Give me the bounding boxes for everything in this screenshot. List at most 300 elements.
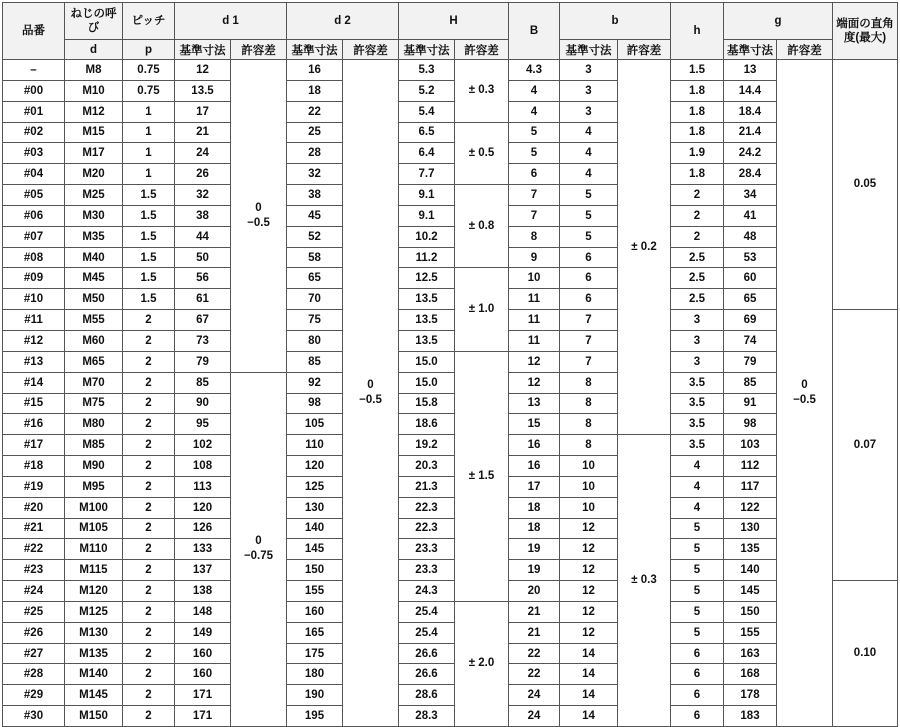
cell-g: 41 xyxy=(724,205,777,226)
cell-b: 10 xyxy=(560,497,618,518)
header-thread-name-sub: d xyxy=(65,40,123,60)
cell-H: 15.0 xyxy=(399,351,455,372)
cell-part-no: #00 xyxy=(3,80,65,101)
cell-pitch: 2 xyxy=(123,351,175,372)
cell-B: 8 xyxy=(509,226,560,247)
cell-B: 4.3 xyxy=(509,60,560,81)
cell-H: 5.2 xyxy=(399,80,455,101)
cell-thread-name: M75 xyxy=(65,393,123,414)
cell-H: 6.4 xyxy=(399,143,455,164)
cell-part-no: #09 xyxy=(3,268,65,289)
cell-B: 11 xyxy=(509,330,560,351)
cell-h: 5 xyxy=(671,560,724,581)
header-pitch-sub: p xyxy=(123,40,175,60)
cell-squareness-tolerance: 0.10 xyxy=(833,581,898,727)
header-H-basic: 基準寸法 xyxy=(399,40,455,60)
cell-g: 65 xyxy=(724,289,777,310)
cell-thread-name: M85 xyxy=(65,435,123,456)
cell-b: 10 xyxy=(560,476,618,497)
table-row xyxy=(3,643,898,664)
cell-B: 10 xyxy=(509,268,560,289)
cell-part-no: #13 xyxy=(3,351,65,372)
cell-g: 168 xyxy=(724,664,777,685)
cell-pitch: 2 xyxy=(123,601,175,622)
cell-h: 1.5 xyxy=(671,60,724,81)
cell-B: 19 xyxy=(509,539,560,560)
cell-h: 1.8 xyxy=(671,122,724,143)
cell-g: 155 xyxy=(724,622,777,643)
cell-part-no: #08 xyxy=(3,247,65,268)
cell-H: 22.3 xyxy=(399,518,455,539)
cell-pitch: 2 xyxy=(123,581,175,602)
cell-thread-name: M115 xyxy=(65,560,123,581)
header-H-tolerance: 許容差 xyxy=(455,40,509,60)
cell-H: 11.2 xyxy=(399,247,455,268)
cell-b: 6 xyxy=(560,247,618,268)
cell-d1: 73 xyxy=(175,330,231,351)
cell-pitch: 2 xyxy=(123,393,175,414)
header-g-basic: 基準寸法 xyxy=(724,40,777,60)
cell-g: 53 xyxy=(724,247,777,268)
cell-thread-name: M12 xyxy=(65,101,123,122)
table-row xyxy=(3,518,898,539)
cell-g: 74 xyxy=(724,330,777,351)
cell-d1: 113 xyxy=(175,476,231,497)
cell-d1: 133 xyxy=(175,539,231,560)
cell-thread-name: M20 xyxy=(65,164,123,185)
cell-b: 5 xyxy=(560,205,618,226)
cell-part-no: #07 xyxy=(3,226,65,247)
cell-part-no: #05 xyxy=(3,185,65,206)
table-row xyxy=(3,268,898,289)
cell-g: 60 xyxy=(724,268,777,289)
table-row xyxy=(3,372,898,393)
cell-pitch: 1.5 xyxy=(123,247,175,268)
table-row xyxy=(3,622,898,643)
cell-g: 98 xyxy=(724,414,777,435)
cell-d1-tolerance: 0 −0.5 xyxy=(231,60,287,373)
cell-d1: 160 xyxy=(175,643,231,664)
cell-H: 19.2 xyxy=(399,435,455,456)
cell-d1: 90 xyxy=(175,393,231,414)
cell-pitch: 0.75 xyxy=(123,60,175,81)
table-row xyxy=(3,226,898,247)
cell-thread-name: M35 xyxy=(65,226,123,247)
cell-g: 145 xyxy=(724,581,777,602)
cell-b: 3 xyxy=(560,60,618,81)
cell-h: 1.9 xyxy=(671,143,724,164)
cell-b: 14 xyxy=(560,685,618,706)
cell-g: 140 xyxy=(724,560,777,581)
cell-H: 22.3 xyxy=(399,497,455,518)
cell-d2: 28 xyxy=(287,143,343,164)
cell-thread-name: M30 xyxy=(65,205,123,226)
cell-d2: 160 xyxy=(287,601,343,622)
cell-pitch: 2 xyxy=(123,706,175,727)
cell-part-no: #06 xyxy=(3,205,65,226)
cell-d2: 98 xyxy=(287,393,343,414)
table-row xyxy=(3,497,898,518)
cell-d1: 108 xyxy=(175,456,231,477)
cell-d1: 149 xyxy=(175,622,231,643)
cell-d1: 32 xyxy=(175,185,231,206)
header-h: h xyxy=(671,3,724,60)
cell-d2: 45 xyxy=(287,205,343,226)
cell-d2: 195 xyxy=(287,706,343,727)
cell-thread-name: M125 xyxy=(65,601,123,622)
cell-d2: 80 xyxy=(287,330,343,351)
table-row xyxy=(3,122,898,143)
cell-pitch: 1 xyxy=(123,164,175,185)
cell-b-tolerance: ± 0.3 xyxy=(618,435,671,727)
cell-H: 23.3 xyxy=(399,539,455,560)
cell-part-no: #10 xyxy=(3,289,65,310)
cell-thread-name: M40 xyxy=(65,247,123,268)
table-row xyxy=(3,289,898,310)
cell-g-tolerance: 0 −0.5 xyxy=(777,60,833,727)
cell-b: 8 xyxy=(560,393,618,414)
cell-g: 28.4 xyxy=(724,164,777,185)
cell-d2: 145 xyxy=(287,539,343,560)
cell-H: 7.7 xyxy=(399,164,455,185)
table-row xyxy=(3,414,898,435)
cell-b: 14 xyxy=(560,706,618,727)
cell-part-no: #25 xyxy=(3,601,65,622)
header-d2: d 2 xyxy=(287,3,399,40)
cell-thread-name: M17 xyxy=(65,143,123,164)
cell-thread-name: M15 xyxy=(65,122,123,143)
cell-pitch: 0.75 xyxy=(123,80,175,101)
cell-b: 12 xyxy=(560,581,618,602)
cell-part-no: #12 xyxy=(3,330,65,351)
cell-d1: 38 xyxy=(175,205,231,226)
cell-b-tolerance: ± 0.2 xyxy=(618,60,671,435)
cell-d2: 65 xyxy=(287,268,343,289)
table-row xyxy=(3,101,898,122)
cell-b: 5 xyxy=(560,185,618,206)
cell-B: 17 xyxy=(509,476,560,497)
cell-d2: 70 xyxy=(287,289,343,310)
table-row xyxy=(3,456,898,477)
cell-b: 12 xyxy=(560,560,618,581)
cell-d2: 105 xyxy=(287,414,343,435)
header-d1-tolerance: 許容差 xyxy=(231,40,287,60)
cell-h: 6 xyxy=(671,643,724,664)
cell-h: 3 xyxy=(671,351,724,372)
cell-B: 4 xyxy=(509,101,560,122)
cell-h: 5 xyxy=(671,622,724,643)
cell-H: 28.3 xyxy=(399,706,455,727)
table-row xyxy=(3,143,898,164)
cell-H: 25.4 xyxy=(399,601,455,622)
header-b: b xyxy=(560,3,671,40)
cell-H: 13.5 xyxy=(399,310,455,331)
cell-H: 9.1 xyxy=(399,185,455,206)
cell-h: 1.8 xyxy=(671,101,724,122)
cell-b: 8 xyxy=(560,414,618,435)
cell-d2: 38 xyxy=(287,185,343,206)
cell-thread-name: M70 xyxy=(65,372,123,393)
cell-H: 6.5 xyxy=(399,122,455,143)
table-row xyxy=(3,351,898,372)
cell-pitch: 2 xyxy=(123,539,175,560)
cell-pitch: 2 xyxy=(123,476,175,497)
cell-pitch: 2 xyxy=(123,435,175,456)
cell-part-no: #23 xyxy=(3,560,65,581)
cell-d2: 16 xyxy=(287,60,343,81)
cell-thread-name: M25 xyxy=(65,185,123,206)
table-row xyxy=(3,164,898,185)
cell-H: 26.6 xyxy=(399,664,455,685)
cell-B: 16 xyxy=(509,435,560,456)
cell-b: 4 xyxy=(560,143,618,164)
cell-pitch: 2 xyxy=(123,518,175,539)
cell-H: 21.3 xyxy=(399,476,455,497)
cell-B: 7 xyxy=(509,185,560,206)
cell-d1: 56 xyxy=(175,268,231,289)
cell-b: 8 xyxy=(560,435,618,456)
cell-h: 3.5 xyxy=(671,393,724,414)
cell-squareness-tolerance: 0.05 xyxy=(833,60,898,310)
header-pitch: ピッチ xyxy=(123,3,175,40)
cell-part-no: #18 xyxy=(3,456,65,477)
cell-g: 150 xyxy=(724,601,777,622)
cell-pitch: 2 xyxy=(123,414,175,435)
cell-b: 10 xyxy=(560,456,618,477)
header-d1-basic: 基準寸法 xyxy=(175,40,231,60)
cell-d1: 79 xyxy=(175,351,231,372)
table-row xyxy=(3,330,898,351)
cell-H: 5.4 xyxy=(399,101,455,122)
cell-b: 14 xyxy=(560,643,618,664)
header-b-basic: 基準寸法 xyxy=(560,40,618,60)
cell-g: 183 xyxy=(724,706,777,727)
table-row xyxy=(3,435,898,456)
cell-pitch: 1.5 xyxy=(123,205,175,226)
cell-pitch: 2 xyxy=(123,685,175,706)
cell-b: 8 xyxy=(560,372,618,393)
cell-h: 5 xyxy=(671,539,724,560)
cell-h: 2.5 xyxy=(671,289,724,310)
cell-thread-name: M95 xyxy=(65,476,123,497)
cell-H: 23.3 xyxy=(399,560,455,581)
cell-part-no: #16 xyxy=(3,414,65,435)
cell-d1-tolerance: 0 −0.75 xyxy=(231,372,287,726)
cell-H-tolerance: ± 0.8 xyxy=(455,185,509,268)
cell-pitch: 2 xyxy=(123,330,175,351)
cell-H: 26.6 xyxy=(399,643,455,664)
cell-thread-name: M80 xyxy=(65,414,123,435)
cell-part-no: #01 xyxy=(3,101,65,122)
cell-d1: 13.5 xyxy=(175,80,231,101)
cell-d2: 32 xyxy=(287,164,343,185)
cell-h: 2.5 xyxy=(671,247,724,268)
cell-b: 3 xyxy=(560,101,618,122)
cell-h: 2 xyxy=(671,205,724,226)
cell-d1: 85 xyxy=(175,372,231,393)
cell-B: 11 xyxy=(509,289,560,310)
cell-b: 7 xyxy=(560,351,618,372)
table-row xyxy=(3,247,898,268)
cell-B: 13 xyxy=(509,393,560,414)
header-d1: d 1 xyxy=(175,3,287,40)
cell-part-no: #11 xyxy=(3,310,65,331)
cell-h: 1.8 xyxy=(671,164,724,185)
cell-g: 13 xyxy=(724,60,777,81)
cell-d1: 120 xyxy=(175,497,231,518)
cell-H: 9.1 xyxy=(399,205,455,226)
cell-g: 34 xyxy=(724,185,777,206)
cell-B: 11 xyxy=(509,310,560,331)
cell-pitch: 2 xyxy=(123,643,175,664)
cell-thread-name: M140 xyxy=(65,664,123,685)
cell-part-no: #19 xyxy=(3,476,65,497)
cell-d1: 171 xyxy=(175,685,231,706)
cell-d1: 171 xyxy=(175,706,231,727)
cell-thread-name: M145 xyxy=(65,685,123,706)
cell-H: 12.5 xyxy=(399,268,455,289)
cell-d1: 12 xyxy=(175,60,231,81)
cell-g: 85 xyxy=(724,372,777,393)
cell-pitch: 2 xyxy=(123,372,175,393)
cell-d1: 148 xyxy=(175,601,231,622)
cell-d2: 125 xyxy=(287,476,343,497)
table-row xyxy=(3,310,898,331)
cell-d1: 137 xyxy=(175,560,231,581)
cell-part-no: #04 xyxy=(3,164,65,185)
cell-pitch: 1.5 xyxy=(123,268,175,289)
cell-d2: 22 xyxy=(287,101,343,122)
cell-B: 5 xyxy=(509,143,560,164)
cell-b: 4 xyxy=(560,122,618,143)
table-row xyxy=(3,601,898,622)
cell-pitch: 1 xyxy=(123,143,175,164)
table-row xyxy=(3,560,898,581)
cell-h: 3.5 xyxy=(671,435,724,456)
cell-g: 178 xyxy=(724,685,777,706)
header-d2-tolerance: 許容差 xyxy=(343,40,399,60)
cell-H: 13.5 xyxy=(399,289,455,310)
table-body xyxy=(3,60,898,727)
cell-h: 2 xyxy=(671,185,724,206)
cell-H-tolerance: ± 2.0 xyxy=(455,601,509,726)
cell-B: 19 xyxy=(509,560,560,581)
cell-h: 4 xyxy=(671,497,724,518)
cell-thread-name: M150 xyxy=(65,706,123,727)
cell-g: 79 xyxy=(724,351,777,372)
cell-d2: 190 xyxy=(287,685,343,706)
cell-thread-name: M55 xyxy=(65,310,123,331)
cell-pitch: 2 xyxy=(123,622,175,643)
cell-h: 2 xyxy=(671,226,724,247)
cell-B: 16 xyxy=(509,456,560,477)
cell-B: 12 xyxy=(509,351,560,372)
cell-d2: 25 xyxy=(287,122,343,143)
cell-d2: 130 xyxy=(287,497,343,518)
cell-b: 12 xyxy=(560,539,618,560)
cell-d2: 165 xyxy=(287,622,343,643)
cell-b: 12 xyxy=(560,601,618,622)
cell-pitch: 2 xyxy=(123,664,175,685)
header-H: H xyxy=(399,3,509,40)
cell-H: 28.6 xyxy=(399,685,455,706)
cell-d1: 67 xyxy=(175,310,231,331)
cell-b: 4 xyxy=(560,164,618,185)
header-B: B xyxy=(509,3,560,60)
cell-pitch: 1.5 xyxy=(123,226,175,247)
cell-b: 3 xyxy=(560,80,618,101)
cell-thread-name: M8 xyxy=(65,60,123,81)
cell-B: 6 xyxy=(509,164,560,185)
cell-part-no: #26 xyxy=(3,622,65,643)
cell-B: 15 xyxy=(509,414,560,435)
cell-b: 7 xyxy=(560,310,618,331)
cell-d1: 61 xyxy=(175,289,231,310)
cell-part-no: #03 xyxy=(3,143,65,164)
cell-B: 5 xyxy=(509,122,560,143)
cell-thread-name: M120 xyxy=(65,581,123,602)
cell-g: 48 xyxy=(724,226,777,247)
cell-g: 91 xyxy=(724,393,777,414)
cell-d1: 26 xyxy=(175,164,231,185)
cell-g: 21.4 xyxy=(724,122,777,143)
cell-h: 5 xyxy=(671,518,724,539)
table-row xyxy=(3,706,898,727)
cell-B: 22 xyxy=(509,664,560,685)
cell-thread-name: M100 xyxy=(65,497,123,518)
cell-d1: 50 xyxy=(175,247,231,268)
cell-d2: 58 xyxy=(287,247,343,268)
table-row xyxy=(3,685,898,706)
cell-h: 3 xyxy=(671,330,724,351)
cell-b: 14 xyxy=(560,664,618,685)
cell-H: 15.0 xyxy=(399,372,455,393)
cell-part-no: #15 xyxy=(3,393,65,414)
cell-d1: 44 xyxy=(175,226,231,247)
cell-h: 6 xyxy=(671,664,724,685)
cell-pitch: 2 xyxy=(123,310,175,331)
cell-b: 5 xyxy=(560,226,618,247)
cell-g: 130 xyxy=(724,518,777,539)
cell-b: 6 xyxy=(560,268,618,289)
cell-thread-name: M90 xyxy=(65,456,123,477)
cell-thread-name: M135 xyxy=(65,643,123,664)
header-squareness: 端面の直角度(最大) xyxy=(833,3,898,60)
cell-d2: 140 xyxy=(287,518,343,539)
cell-H-tolerance: ± 0.5 xyxy=(455,122,509,185)
cell-h: 4 xyxy=(671,476,724,497)
table-row xyxy=(3,664,898,685)
cell-part-no: #17 xyxy=(3,435,65,456)
header-d2-basic: 基準寸法 xyxy=(287,40,343,60)
cell-thread-name: M65 xyxy=(65,351,123,372)
cell-g: 18.4 xyxy=(724,101,777,122)
cell-part-no: #14 xyxy=(3,372,65,393)
cell-d1: 102 xyxy=(175,435,231,456)
cell-h: 6 xyxy=(671,685,724,706)
cell-g: 122 xyxy=(724,497,777,518)
cell-thread-name: M45 xyxy=(65,268,123,289)
table-row xyxy=(3,539,898,560)
cell-part-no: #28 xyxy=(3,664,65,685)
cell-b: 6 xyxy=(560,289,618,310)
cell-B: 4 xyxy=(509,80,560,101)
cell-d2: 92 xyxy=(287,372,343,393)
cell-H: 5.3 xyxy=(399,60,455,81)
cell-g: 135 xyxy=(724,539,777,560)
cell-d2: 150 xyxy=(287,560,343,581)
cell-H-tolerance: ± 1.5 xyxy=(455,351,509,601)
